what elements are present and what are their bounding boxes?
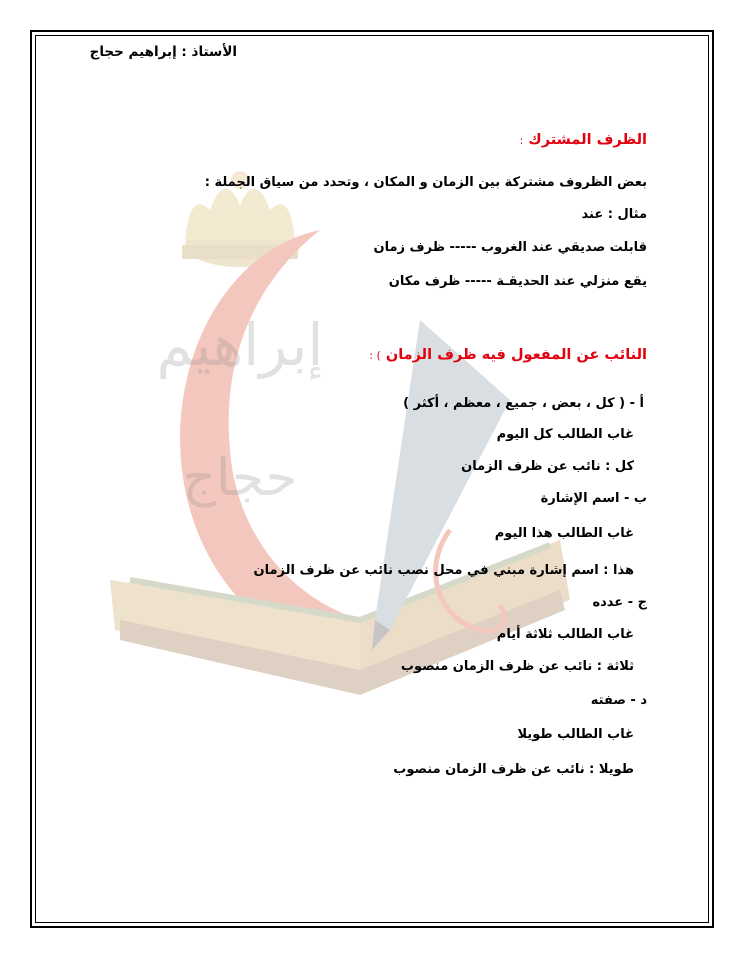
item-label-c: ج - عدده bbox=[592, 595, 647, 610]
item-note-b: هذا : اسم إشارة مبني في محل نصب نائب عن ظرف الزمان bbox=[253, 563, 634, 578]
watermark-text-2: حجاج bbox=[182, 448, 298, 508]
item-label-a: أ - ( كل ، بعض ، جميع ، معظم ، أكثر ) bbox=[403, 396, 644, 411]
item-label-d: د - صفته bbox=[590, 693, 647, 708]
heading-shared-adverb bbox=[520, 132, 647, 148]
heading-substitute-adverb bbox=[369, 347, 647, 363]
item-example-d: غاب الطالب طويلا bbox=[517, 727, 634, 742]
item-note-c: ثلاثة : نائب عن ظرف الزمان منصوب bbox=[400, 659, 634, 674]
text-line: مثال : عند bbox=[581, 207, 647, 222]
heading-colon: ) : bbox=[369, 349, 381, 362]
heading-shared-adverb-title: الظرف المشترك bbox=[528, 132, 647, 148]
item-example-b: غاب الطالب هذا اليوم bbox=[494, 526, 634, 541]
item-note-a: كل : نائب عن ظرف الزمان bbox=[461, 459, 634, 474]
item-note-d: طويلا : نائب عن ظرف الزمان منصوب bbox=[393, 762, 634, 777]
item-label-b: ب - اسم الإشارة bbox=[540, 491, 647, 506]
item-example-c: غاب الطالب ثلاثة أيام bbox=[496, 627, 634, 642]
author-name: الأستاذ : إبراهيم حجاج bbox=[89, 44, 237, 60]
text-line: قابلت صديقي عند الغروب ----- ظرف زمان bbox=[373, 240, 647, 255]
heading-substitute-adverb-title: النائب عن المفعول فيه ظرف الزمان bbox=[385, 347, 647, 363]
heading-colon: : bbox=[519, 134, 524, 147]
item-example-a: غاب الطالب كل اليوم bbox=[496, 427, 634, 442]
text-line: بعض الظروف مشتركة بين الزمان و المكان ، وتحدد من سياق الجملة : bbox=[204, 175, 647, 190]
watermark-text-1: إبراهيم bbox=[156, 311, 324, 379]
text-line: يقع منزلي عند الحديقـة ----- ظرف مكان bbox=[388, 274, 647, 289]
